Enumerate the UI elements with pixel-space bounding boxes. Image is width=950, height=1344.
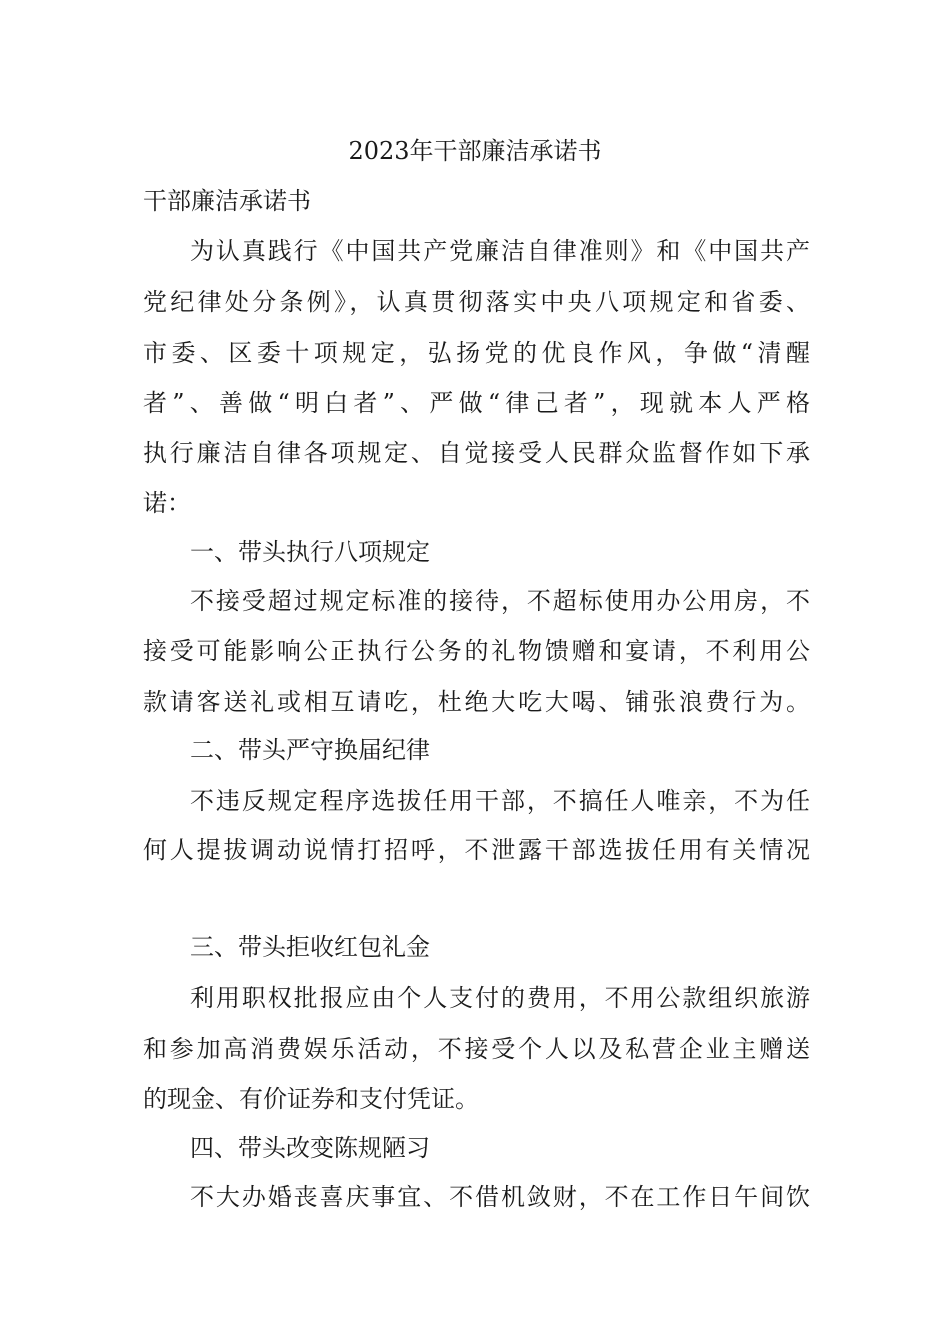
intro-line: 诺：	[143, 489, 191, 517]
intro-line: 党纪律处分条例》，认真贯彻落实中央八项规定和省委、	[143, 288, 810, 316]
section-line: 的现金、有价证券和支付凭证。	[143, 1085, 479, 1113]
section-line: 和参加高消费娱乐活动，不接受个人以及私营企业主赠送	[143, 1035, 810, 1063]
intro-line: 市委、区委十项规定，弘扬党的优良作风，争做“清醒	[143, 339, 810, 367]
section-heading: 四、带头改变陈规陋习	[190, 1134, 430, 1162]
intro-line: 执行廉洁自律各项规定、自觉接受人民群众监督作如下承	[143, 439, 810, 467]
section-heading: 三、带头拒收红包礼金	[190, 933, 430, 961]
section-line: 利用职权批报应由个人支付的费用，不用公款组织旅游	[190, 984, 810, 1012]
document-title: 2023年干部廉洁承诺书	[348, 137, 602, 165]
section-heading: 一、带头执行八项规定	[190, 538, 430, 566]
intro-line: 者”、善做“明白者”、严做“律己者”，现就本人严格	[143, 389, 810, 417]
section-line: 接受可能影响公正执行公务的礼物馈赠和宴请，不利用公	[143, 637, 810, 665]
section-heading: 二、带头严守换届纪律	[190, 736, 430, 764]
section-line: 不接受超过规定标准的接待，不超标使用办公用房，不	[190, 587, 810, 615]
section-line: 不违反规定程序选拔任用干部，不搞任人唯亲，不为任	[190, 787, 810, 815]
document-subtitle: 干部廉洁承诺书	[143, 187, 311, 215]
intro-line: 为认真践行《中国共产党廉洁自律准则》和《中国共产	[190, 237, 810, 265]
section-line: 不大办婚丧喜庆事宜、不借机敛财，不在工作日午间饮	[190, 1183, 810, 1211]
section-line: 款请客送礼或相互请吃，杜绝大吃大喝、铺张浪费行为。	[143, 688, 810, 716]
section-line: 何人提拔调动说情打招呼，不泄露干部选拔任用有关情况	[143, 836, 810, 864]
